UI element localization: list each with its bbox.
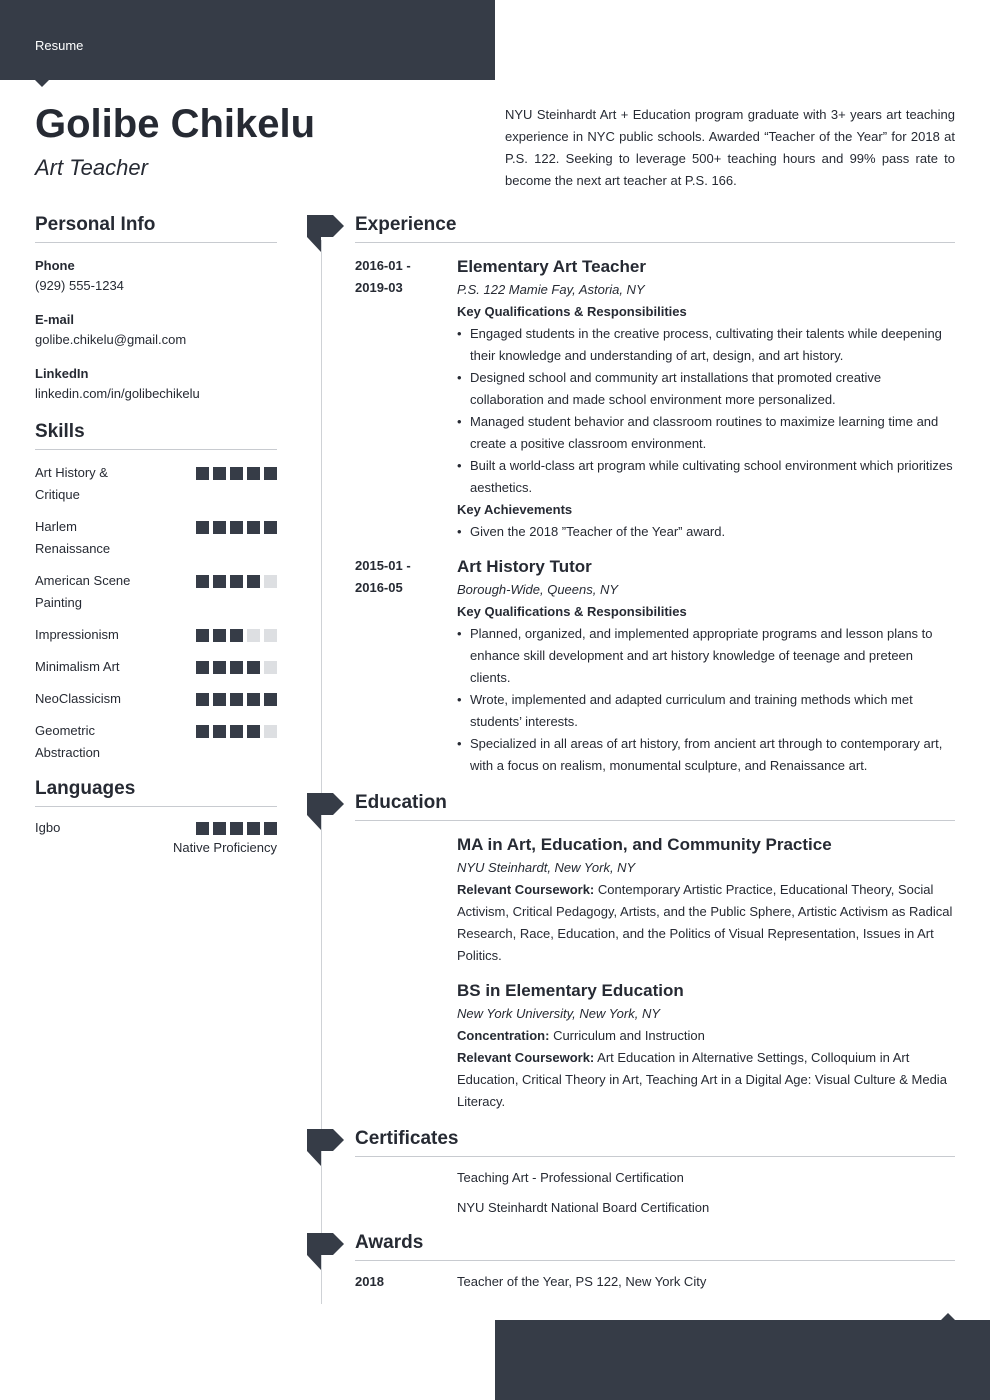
rating-filled-square — [230, 629, 243, 642]
date-start: 2016-01 - — [355, 258, 411, 273]
certificate-item: Teaching Art - Professional Certification — [457, 1170, 684, 1185]
coursework-label: Relevant Coursework: — [457, 882, 595, 897]
coursework-text — [457, 1047, 955, 1113]
coursework-label: Relevant Coursework: — [457, 1050, 595, 1065]
awards-heading: Awards — [355, 1232, 955, 1261]
rating-empty-square — [264, 661, 277, 674]
list-item: • Managed student behavior and classroom routines to maximize learning time and create a positive classroom environment. — [457, 411, 955, 455]
header-band — [0, 0, 495, 80]
date-end: 2019-03 — [355, 280, 403, 295]
skill-rating — [196, 629, 277, 642]
left-column — [35, 214, 277, 857]
qualifications-list — [457, 623, 955, 777]
entry-body — [457, 555, 955, 777]
rating-filled-square — [264, 822, 277, 835]
rating-filled-square — [247, 693, 260, 706]
experience-section — [355, 214, 955, 777]
entry-date — [355, 255, 457, 543]
experience-entry — [355, 555, 955, 777]
experience-entry — [355, 255, 955, 543]
concentration-value: Curriculum and Instruction — [549, 1028, 705, 1043]
skills-heading: Skills — [35, 421, 277, 450]
rating-filled-square — [196, 521, 209, 534]
rating-filled-square — [247, 661, 260, 674]
rating-filled-square — [230, 725, 243, 738]
rating-filled-square — [196, 725, 209, 738]
skill-rating — [196, 521, 277, 534]
rating-filled-square — [264, 693, 277, 706]
section-marker-icon — [307, 215, 344, 253]
section-marker-icon — [307, 793, 344, 831]
candidate-title: Art Teacher — [35, 155, 148, 180]
rating-filled-square — [247, 467, 260, 480]
rating-filled-square — [230, 661, 243, 674]
coursework-value: Contemporary Artistic Practice, Educational Theory, Social Activism, Critical Pedagogy, Artists, and the Public Sphere, Artistic Activism as Radical Research, Race, Education, and the Politics of Visual Representation, Issues in Art Politics. — [457, 882, 953, 963]
skill-name: Minimalism Art — [35, 659, 120, 674]
concentration-label: Concentration: — [457, 1028, 550, 1043]
rating-filled-square — [230, 822, 243, 835]
language-name: Igbo — [35, 820, 61, 835]
rating-filled-square — [264, 467, 277, 480]
date-start: 2015-01 - — [355, 558, 411, 573]
summary-text: NYU Steinhardt Art + Education program graduate with 3+ years art teaching experience in NYC public schools. Awarded “Teacher of the Year” for 2018 at P.S. 122. Seeking to leverage 500+ teaching hours and 99% pass rate to become the next art teacher at P.S. 166. — [505, 107, 955, 188]
skill-item — [35, 720, 277, 764]
rating-filled-square — [213, 629, 226, 642]
rating-filled-square — [230, 575, 243, 588]
rating-filled-square — [247, 521, 260, 534]
skill-item — [35, 570, 277, 614]
coursework-value: Art Education in Alternative Settings, Colloquium in Art Education, Critical Theory in Art, Teaching Art in a Digital Age: Visual Culture & Media Literacy. — [457, 1050, 947, 1109]
degree-title: BS in Elementary Education — [457, 981, 684, 1000]
date-end: 2016-05 — [355, 580, 403, 595]
entry-date — [355, 555, 457, 777]
linkedin-block — [35, 365, 277, 405]
award-year: 2018 — [355, 1274, 384, 1289]
skill-name: Geometric Abstraction — [35, 723, 101, 760]
skill-rating — [196, 467, 277, 480]
certificates-list — [355, 1157, 955, 1219]
rating-empty-square — [247, 629, 260, 642]
languages-heading: Languages — [35, 778, 277, 807]
footer-notch — [941, 1313, 955, 1320]
education-entry — [355, 979, 955, 1113]
rating-filled-square — [213, 725, 226, 738]
rating-filled-square — [213, 661, 226, 674]
rating-empty-square — [264, 575, 277, 588]
skill-name: Impressionism — [35, 627, 119, 642]
achievements-list — [457, 521, 955, 543]
school-name: New York University, New York, NY — [457, 1006, 661, 1021]
job-place: P.S. 122 Mamie Fay, Astoria, NY — [457, 282, 645, 297]
skill-rating — [196, 725, 277, 738]
award-item — [355, 1271, 955, 1293]
skill-rating — [196, 575, 277, 588]
rating-filled-square — [196, 822, 209, 835]
skill-rating — [196, 661, 277, 674]
entry-body — [457, 979, 955, 1113]
job-title: Art History Tutor — [457, 557, 592, 576]
experience-heading: Experience — [355, 214, 955, 243]
rating-filled-square — [247, 575, 260, 588]
skills-list — [35, 462, 277, 764]
section-marker-icon — [307, 1233, 344, 1271]
personal-info-heading: Personal Info — [35, 214, 277, 243]
header-notch — [35, 80, 49, 87]
section-marker-icon — [307, 1129, 344, 1167]
qualifications-list — [457, 323, 955, 499]
job-place: Borough-Wide, Queens, NY — [457, 582, 619, 597]
phone-value: (929) 555-1234 — [35, 278, 124, 293]
rating-filled-square — [213, 467, 226, 480]
qualifications-heading: Key Qualifications & Responsibilities — [457, 604, 687, 619]
list-item: • Engaged students in the creative process, cultivating their talents while deepening their knowledge and understanding of art, design, and art history. — [457, 323, 955, 367]
rating-filled-square — [230, 693, 243, 706]
entry-body — [457, 833, 955, 967]
rating-filled-square — [196, 629, 209, 642]
awards-section — [355, 1232, 955, 1293]
email-label: E-mail — [35, 312, 75, 327]
email-block — [35, 311, 277, 351]
phone-block — [35, 257, 277, 297]
list-item: • Given the 2018 ”Teacher of the Year” award. — [457, 521, 955, 543]
skill-name: American Scene Painting — [35, 573, 131, 610]
skill-name: NeoClassicism — [35, 691, 121, 706]
entry-body — [457, 255, 955, 543]
resume-label: Resume — [35, 38, 84, 53]
education-section — [355, 792, 955, 1113]
entry-date — [355, 833, 457, 967]
candidate-name: Golibe Chikelu — [35, 102, 316, 146]
rating-filled-square — [230, 521, 243, 534]
award-name: Teacher of the Year, PS 122, New York City — [457, 1274, 707, 1289]
rating-filled-square — [213, 822, 226, 835]
rating-filled-square — [213, 693, 226, 706]
skill-item — [35, 516, 277, 560]
skill-name: Harlem Renaissance — [35, 519, 111, 556]
skill-name: Art History & Critique — [35, 465, 108, 502]
rating-filled-square — [230, 467, 243, 480]
list-item: • Wrote, implemented and adapted curriculum and training methods which met students’ interests. — [457, 689, 955, 733]
skill-item — [35, 656, 277, 678]
skill-item — [35, 688, 277, 710]
coursework-text — [457, 879, 955, 967]
rating-empty-square — [264, 629, 277, 642]
list-item: • Planned, organized, and implemented appropriate programs and lesson plans to enhance skill development and art history knowledge of teenage and preteen clients. — [457, 623, 955, 689]
rating-filled-square — [247, 725, 260, 738]
education-entry — [355, 833, 955, 967]
language-item — [35, 817, 277, 839]
rating-filled-square — [196, 467, 209, 480]
rating-empty-square — [264, 725, 277, 738]
rating-filled-square — [196, 693, 209, 706]
email-value: golibe.chikelu@gmail.com — [35, 332, 187, 347]
school-name: NYU Steinhardt, New York, NY — [457, 860, 636, 875]
rating-filled-square — [196, 661, 209, 674]
phone-label: Phone — [35, 258, 75, 273]
degree-title: MA in Art, Education, and Community Practice — [457, 835, 832, 854]
skill-item — [35, 462, 277, 506]
certificates-section — [355, 1128, 955, 1219]
language-proficiency: Native Proficiency — [172, 840, 277, 855]
skill-item — [35, 624, 277, 646]
qualifications-heading: Key Qualifications & Responsibilities — [457, 304, 687, 319]
language-rating — [196, 822, 277, 835]
linkedin-label: LinkedIn — [35, 366, 89, 381]
entry-date — [355, 979, 457, 1113]
certificates-heading: Certificates — [355, 1128, 955, 1157]
footer-band — [495, 1320, 990, 1400]
education-heading: Education — [355, 792, 955, 821]
list-item: • Designed school and community art installations that promoted creative collaboration and made school environment more personalized. — [457, 367, 955, 411]
certificate-item: NYU Steinhardt National Board Certification — [457, 1200, 710, 1215]
rating-filled-square — [247, 822, 260, 835]
list-item: • Specialized in all areas of art history, from ancient art through to contemporary art, with a focus on realism, monumental sculpture, and Renaissance art. — [457, 733, 955, 777]
list-item: • Built a world-class art program while cultivating school environment which prioritizes aesthetics. — [457, 455, 955, 499]
job-title: Elementary Art Teacher — [457, 257, 646, 276]
rating-filled-square — [264, 521, 277, 534]
rating-filled-square — [196, 575, 209, 588]
linkedin-value: linkedin.com/in/golibechikelu — [35, 386, 200, 401]
rating-filled-square — [213, 521, 226, 534]
concentration-text — [457, 1025, 955, 1047]
rating-filled-square — [213, 575, 226, 588]
skill-rating — [196, 693, 277, 706]
achievements-heading: Key Achievements — [457, 502, 573, 517]
